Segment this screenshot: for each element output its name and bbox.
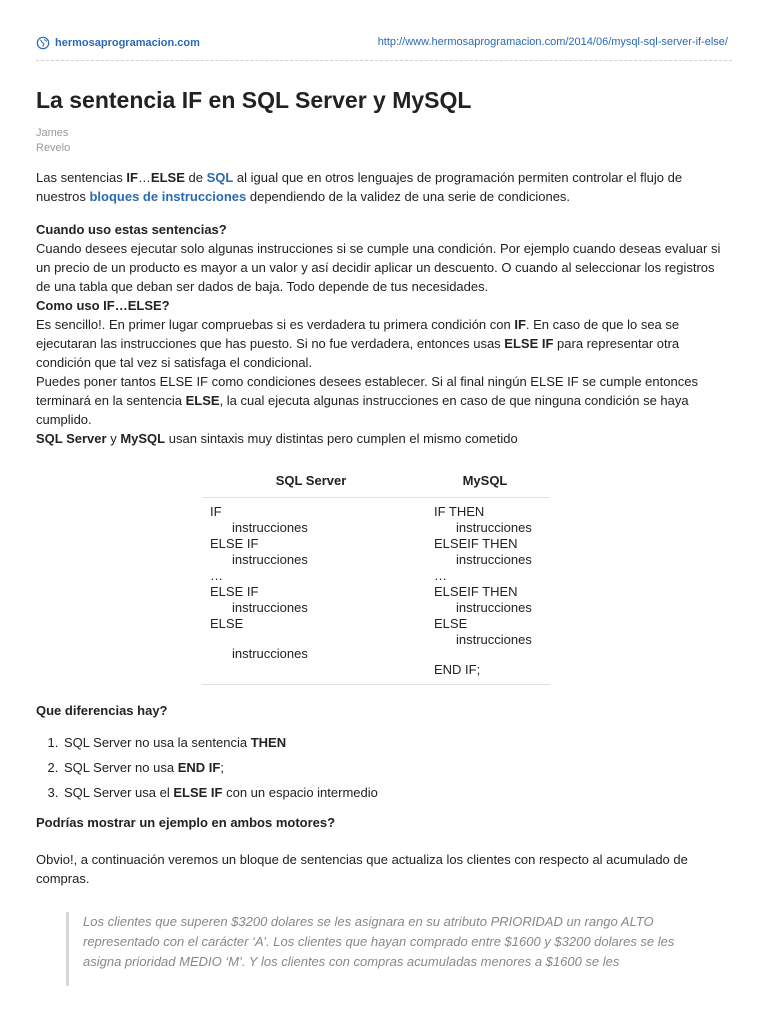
ejemplo-heading: Podrías mostrar un ejemplo en ambos motores? — [36, 815, 336, 830]
author-first-name: James — [36, 127, 69, 139]
intro-paragraph: Las sentencias IF…ELSE de SQL al igual que en otros lenguajes de programación permiten controlar el flujo de nuestros bloques de instrucciones dependiendo de la validez de una serie de condiciones. — [36, 170, 683, 204]
author — [36, 126, 732, 156]
col-sqlserver: SQL Server — [202, 464, 426, 498]
puedes-text: Puedes poner tantos ELSE IF como condiciones desees establecer. Si al final ningún ELSE IF se cumple entonces terminará en la sentencia ELSE, la cual ejecuta algunas instrucciones en caso de que ninguna condición se haya cumplido. — [36, 374, 698, 427]
globe-icon — [36, 36, 50, 50]
article — [36, 84, 732, 986]
sqlserver-syntax: IF instrucciones ELSE IF instrucciones … ELSE IF instrucciones ELSE instrucciones — [202, 498, 426, 685]
article-url-link[interactable]: http://www.hermosaprogramacion.com/2014/06/mysql-sql-server-if-else/ — [377, 36, 728, 48]
site-link[interactable] — [36, 36, 200, 50]
section-when — [36, 220, 732, 448]
list-item: 2. SQL Server no usa END IF; — [62, 759, 732, 776]
col-mysql: MySQL — [426, 464, 550, 498]
diferencias-heading: Que diferencias hay? — [36, 703, 168, 718]
how-text: Es sencillo!. En primer lugar compruebas si es verdadera tu primera condición con IF. En caso de que lo sea se ejecutaran las instrucciones que has puesto. Si no fue verdadera, entonces usas ELSE IF para representar otra condición que tal vez si satisfaga el condicional. — [36, 317, 680, 370]
obvio-paragraph: Obvio!, a continuación veremos un bloque de sentencias que actualiza los clientes con respecto al acumulado de compras. — [36, 852, 688, 886]
page-title: La sentencia IF en SQL Server y MySQL — [36, 87, 472, 113]
header-divider — [36, 60, 732, 61]
engines-text: SQL Server y MySQL usan sintaxis muy distintas pero cumplen el mismo cometido — [36, 431, 518, 446]
mysql-syntax: IF THEN instrucciones ELSEIF THEN instrucciones … ELSEIF THEN instrucciones ELSE instrucciones END IF; — [426, 498, 550, 685]
site-name: hermosaprogramacion.com — [55, 37, 200, 49]
author-last-name: Revelo — [36, 142, 71, 154]
comparison-table — [202, 464, 550, 685]
list-item: 1. SQL Server no usa la sentencia THEN — [62, 734, 732, 751]
how-heading: Como uso IF…ELSE? — [36, 298, 170, 313]
q1-heading: Cuando uso estas sentencias? — [36, 222, 227, 237]
bloques-link[interactable]: bloques de instrucciones — [89, 189, 247, 204]
q1-text: Cuando desees ejecutar solo algunas instrucciones si se cumple una condición. Por ejemplo cuando deseas evaluar si un precio de un producto es mayor a un valor y así decidir aplicar un descuento. O cuando al seleccionar los registros de una tabla que deban ser dados de baja. Todo depende de tus necesidades. — [36, 241, 721, 294]
page-header — [36, 36, 728, 52]
list-item: 3. SQL Server usa el ELSE IF con un espacio intermedio — [62, 784, 732, 801]
sql-link[interactable]: SQL — [206, 170, 234, 185]
rules-quote: Los clientes que superen $3200 dolares se les asignara en su atributo PRIORIDAD un rango ALTO representado con el carácter ‘A’. Los clientes que hayan comprado entre $1600 y $3200 dolares se les asigna prioridad MEDIO ‘M’. Y los clientes con compras acumuladas menores a $1600 se les — [66, 912, 683, 986]
differences-list — [36, 734, 732, 801]
